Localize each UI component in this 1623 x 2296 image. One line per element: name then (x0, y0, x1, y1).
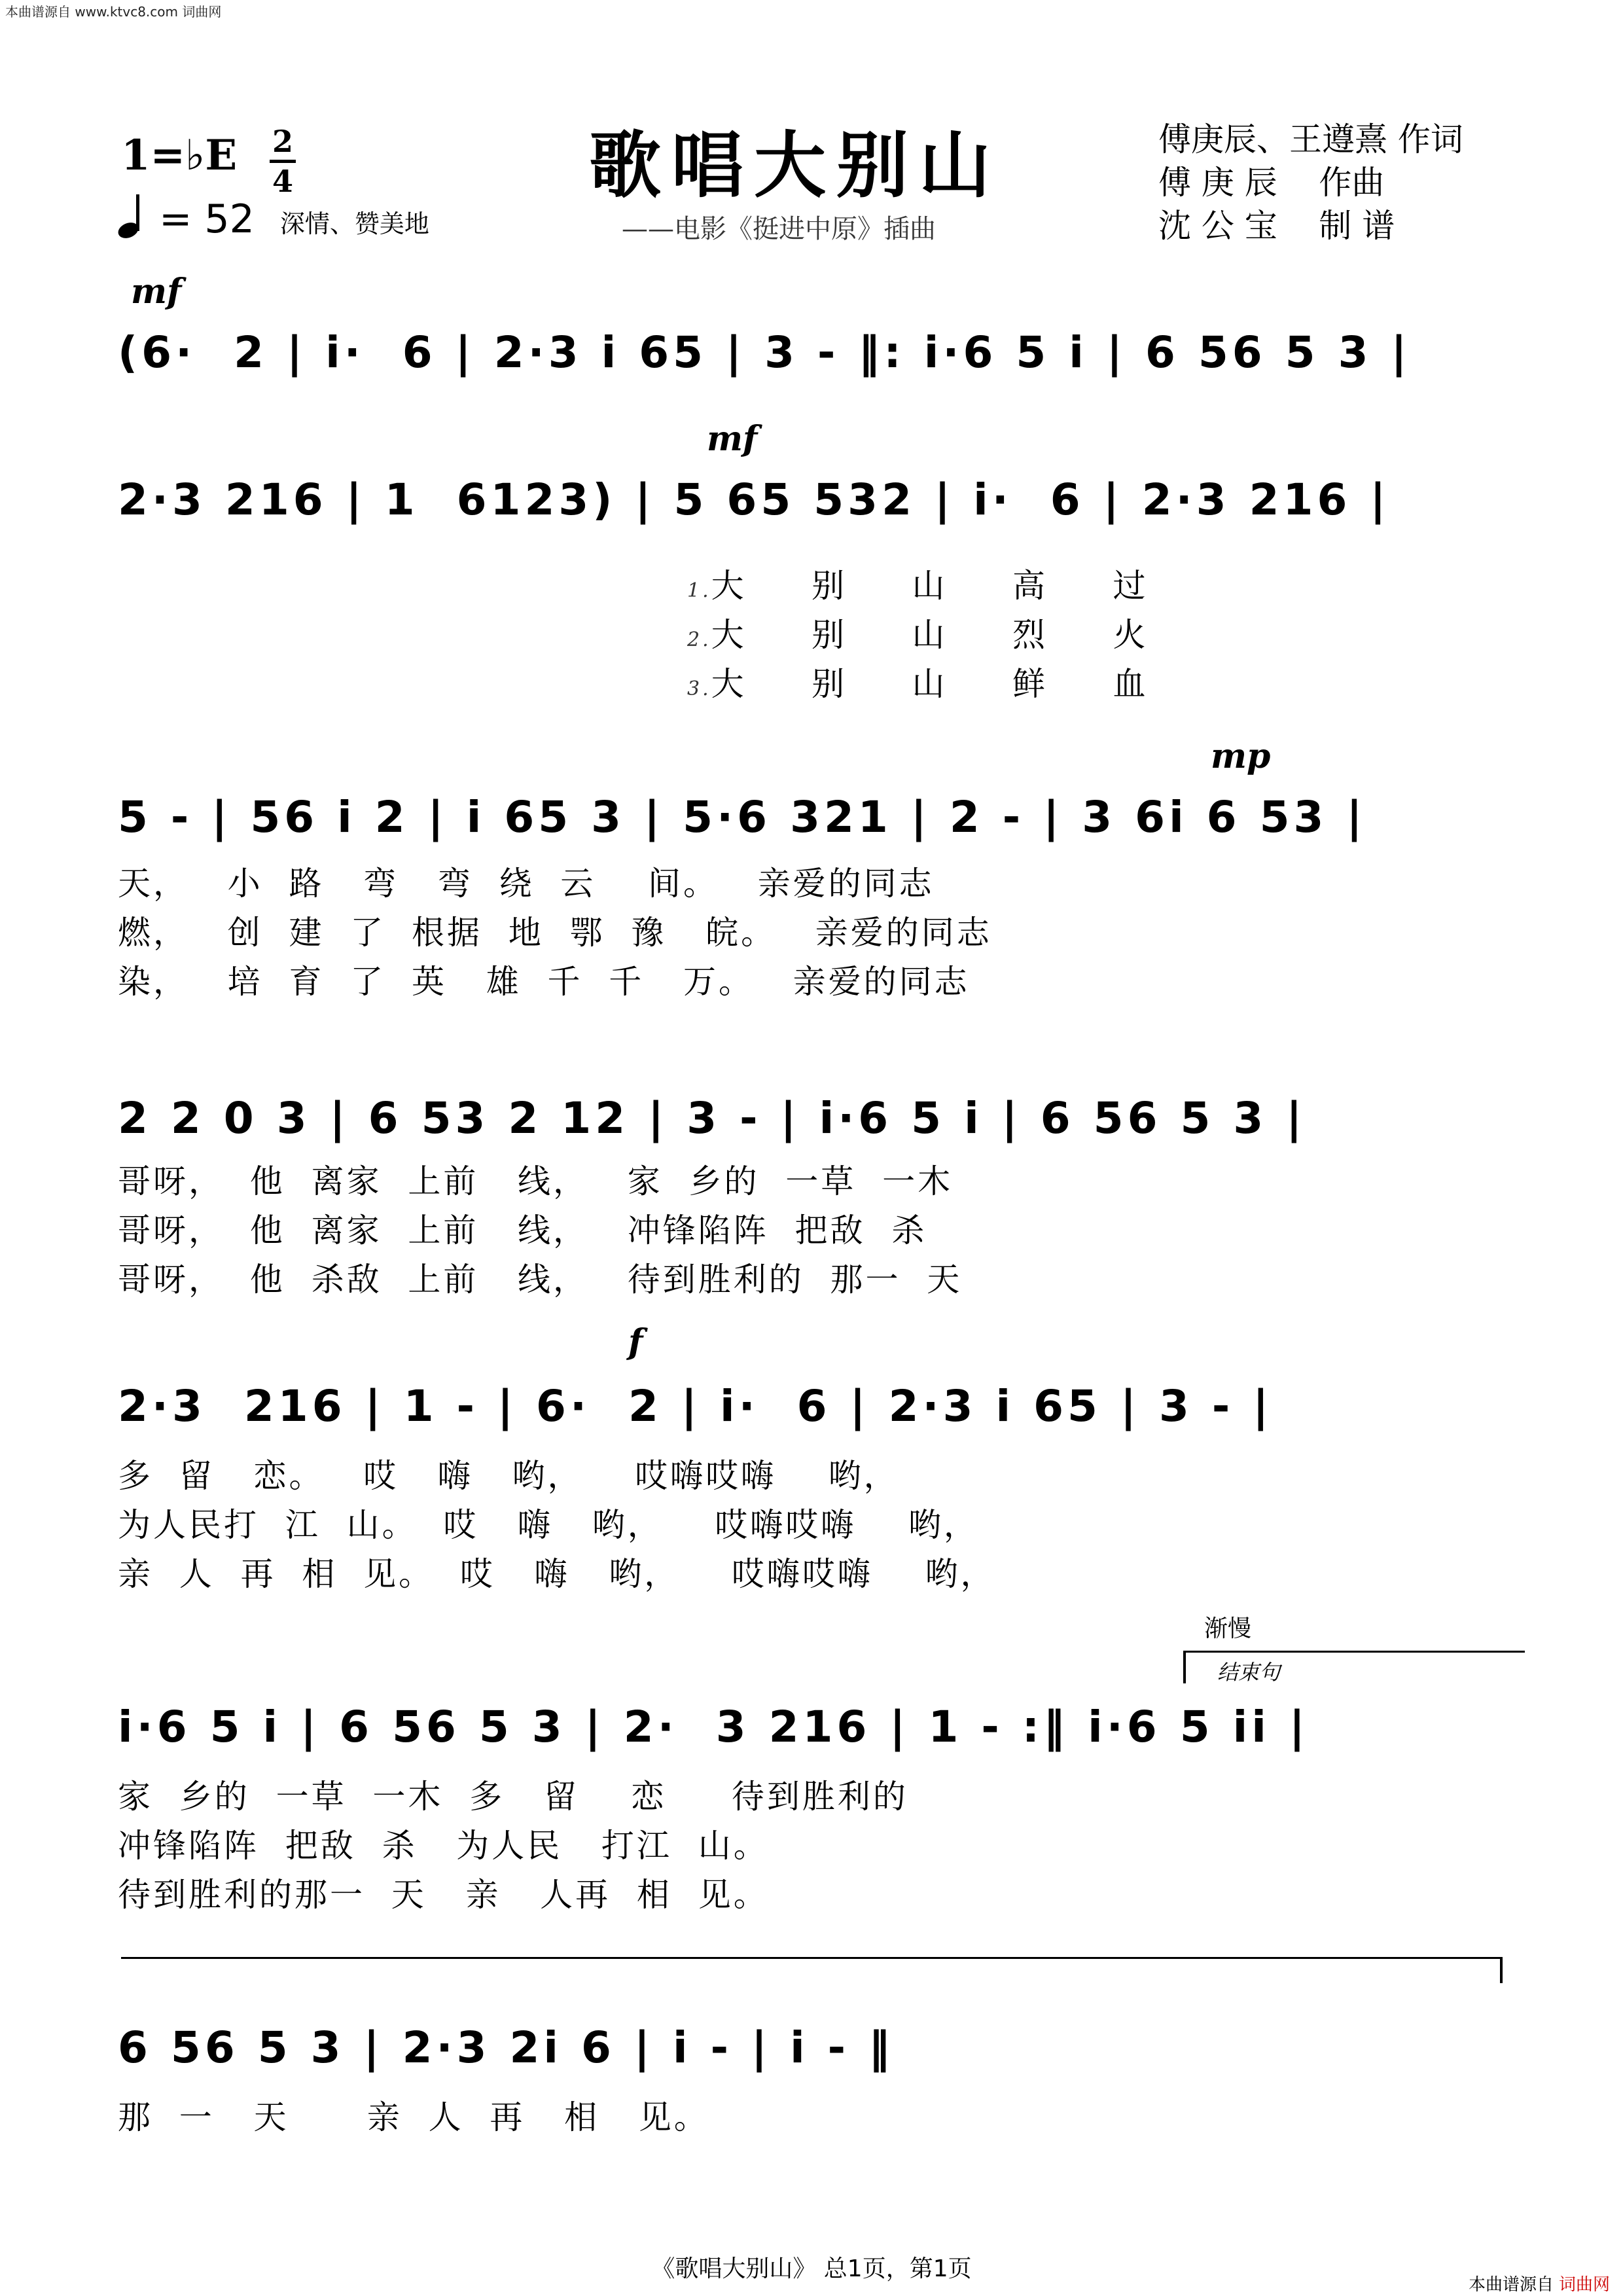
score-row-7 (118, 2022, 1505, 2101)
time-top: 2 (272, 124, 293, 159)
notes-row-4: 2 2 0 3 | 6 53 2 12 | 3 - | i·6 5 i | 6 56 5 3 | (118, 1093, 1306, 1143)
credit-music: 傅 庚 辰 作曲 (1158, 164, 1385, 202)
tempo-value: = 52 (159, 196, 255, 242)
score-row-5 (118, 1381, 1505, 1460)
coda-top-line (121, 1957, 1502, 1959)
notes-row-5: 2·3 216 | 1 - | 6· 2 | i· 6 | 2·3 i 65 | 3 - | (118, 1381, 1273, 1431)
score-row-6 (118, 1702, 1505, 1780)
lyric-v1-row4: 哥呀， 他 离家 上前 线， 家 乡的 一草 一木 (118, 1162, 954, 1200)
key-signature: 1=♭E (121, 131, 238, 180)
coda-bracket-edge (1183, 1651, 1186, 1683)
song-subtitle: ——电影《挺进中原》插曲 (622, 214, 936, 244)
footer-brand: 词曲网 (1558, 2275, 1610, 2295)
lyric-v3-row3: 染， 培 育 了 英 雄 千 千 万。 亲爱的同志 (118, 963, 970, 1001)
tempo-marking (118, 196, 429, 242)
coda-end-edge (1500, 1957, 1503, 1983)
lyric-v2-row5: 为人民打 江 山。 哎 嗨 哟， 哎嗨哎嗨 哟， (118, 1506, 979, 1544)
credit-lyrics: 傅庚辰、王遵熹 作词 (1158, 120, 1463, 158)
song-title: 歌唱大别山 (589, 123, 1001, 207)
lyric-v1-row7: 那 一 天 亲 人 再 相 见。 (118, 2098, 709, 2136)
time-bottom: 4 (272, 164, 293, 199)
lyric-v2-row4: 哥呀， 他 离家 上前 线， 冲锋陷阵 把敌 杀 (118, 1211, 927, 1249)
lyric-v2-row6: 冲锋陷阵 把敌 杀 为人民 打江 山。 (118, 1827, 769, 1865)
dynamic-mp: mp (1211, 736, 1271, 776)
lyric-v1-row2: 1.大 别 山 高 过 (687, 567, 1149, 605)
credits (1158, 118, 1463, 247)
lyric-v3-row4: 哥呀， 他 杀敌 上前 线， 待到胜利的 那一 天 (118, 1261, 963, 1299)
lyric-v1-row5: 多 留 恋。 哎 嗨 哟， 哎嗨哎嗨 哟， (118, 1457, 899, 1495)
lyric-v1-row6: 家 乡的 一草 一木 多 留 恋 待到胜利的 (118, 1778, 908, 1816)
time-bar (270, 160, 296, 163)
expression-text: 深情、赞美地 (279, 209, 429, 238)
notes-row-6: i·6 5 i | 6 56 5 3 | 2· 3 216 | 1 - :‖ i·6 5 ii | (118, 1702, 1309, 1752)
lyric-v3-row2: 3.大 别 山 鲜 血 (687, 665, 1149, 703)
lyric-v3-row6: 待到胜利的那一 天 亲 人再 相 见。 (118, 1876, 769, 1914)
score-row-1 (118, 327, 1505, 406)
coda-label: 结束句 (1217, 1660, 1281, 1685)
quarter-note-icon (118, 198, 147, 238)
page-footer: 《歌唱大别山》 总1页，第1页 (651, 2255, 972, 2282)
coda-bracket-line (1185, 1651, 1525, 1653)
notes-row-7: 6 56 5 3 | 2·3 2i 6 | i - | i - ‖ (118, 2022, 895, 2073)
rit-marking: 渐慢 (1204, 1615, 1252, 1642)
watermark: 本曲谱源自 www.ktvc8.com 词曲网 (5, 4, 222, 20)
time-signature (270, 124, 296, 198)
notes-row-2: 2·3 216 | 1 6123) | 5 65 532 | i· 6 | 2·3 216 | (118, 475, 1390, 525)
footer-source: 本曲谱源自 词曲网 (1468, 2275, 1610, 2295)
score-row-2 (118, 475, 1505, 553)
lyric-v1-row3: 天， 小 路 弯 弯 绕 云 间。 亲爱的同志 (118, 865, 935, 903)
dynamic-mf-1: mf (131, 272, 182, 312)
notes-row-3: 5 - | 56 i 2 | i 65 3 | 5·6 321 | 2 - | 3 6i 6 53 | (118, 792, 1366, 842)
lyric-v3-row5: 亲 人 再 相 见。 哎 嗨 哟， 哎嗨哎嗨 哟， (118, 1555, 996, 1593)
dynamic-mf-2: mf (707, 419, 758, 459)
dynamic-f: f (628, 1322, 643, 1362)
lyric-v2-row2: 2.大 别 山 烈 火 (687, 616, 1149, 654)
lyric-v2-row3: 燃， 创 建 了 根据 地 鄂 豫 皖。 亲爱的同志 (118, 914, 992, 952)
credit-transcription: 沈 公 宝 制 谱 (1158, 207, 1395, 245)
notes-row-1: (6· 2 | i· 6 | 2·3 i 65 | 3 - ‖: i·6 5 i | 6 56 5 3 | (118, 327, 1411, 378)
